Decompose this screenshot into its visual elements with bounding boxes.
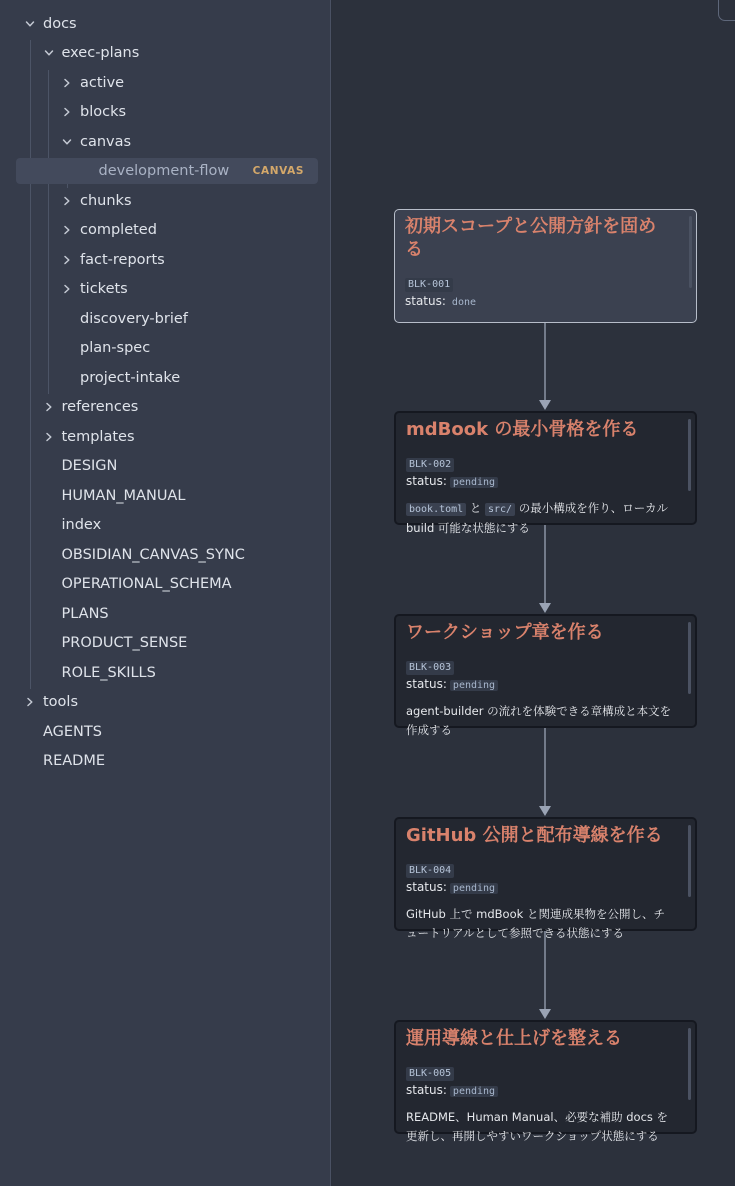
tree-file-item[interactable] [0,748,331,774]
file-explorer-sidebar [0,0,331,1186]
tree-item-label: OBSIDIAN_CANVAS_SYNC [61,546,245,563]
tree-file-item[interactable] [0,571,331,597]
card-block-id: BLK-003 [406,661,454,675]
description-text: の最小構成を作り、ローカル build 可能な状態にする [406,501,669,535]
card-title: ワークショップ章を作る [406,622,604,643]
tree-item-label: canvas [80,133,132,150]
chevron-right-icon[interactable] [61,276,73,302]
chevron-down-icon[interactable] [43,40,55,66]
tree-file-item[interactable] [16,158,318,184]
card-status-line [406,473,498,491]
description-text: agent-builder の流れを体験できる章構成と本文を作成する [406,704,672,737]
description-text: README、Human Manual、必要な補助 docs を更新し、再開しやすいワークショップ状態にする [406,1110,669,1143]
chevron-right-icon[interactable] [61,99,73,125]
status-label: status: [406,474,447,488]
tree-file-item[interactable] [0,601,331,627]
tree-item-label: templates [61,428,135,445]
canvas-card[interactable] [394,817,697,940]
card-description [406,702,673,740]
tree-file-item[interactable] [0,365,331,391]
tree-folder-item[interactable] [0,129,331,155]
card-block-id: BLK-001 [405,278,453,292]
tree-file-item[interactable] [0,512,331,538]
canvas-edges [332,0,733,1186]
card-scrollbar[interactable] [688,622,691,694]
tree-folder-item[interactable] [0,689,331,715]
status-label: status: [405,294,446,308]
tree-item-label: project-intake [80,369,181,386]
tree-folder-item[interactable] [0,11,331,37]
tree-item-label: plan-spec [80,340,151,356]
tree-item-label: tools [43,694,79,710]
tree-item-label: docs [43,15,77,32]
tree-folder-item[interactable] [0,99,331,125]
tree-item-label: completed [80,222,157,238]
tree-folder-item[interactable] [0,394,331,420]
edge-arrowhead [539,603,551,613]
edge-arrowhead [539,806,551,816]
tree-item-label: tickets [80,281,128,297]
tree-item-label: DESIGN [61,458,118,474]
tree-item-label: ROLE_SKILLS [61,664,156,681]
tree-item-label: AGENTS [43,723,102,740]
file-type-badge: CANVAS [252,165,304,177]
card-title: 運用導線と仕上げを整える [406,1028,622,1049]
card-block-id: BLK-004 [406,864,454,878]
card-status-line [405,293,479,311]
card-scrollbar[interactable] [688,825,691,897]
status-badge: pending [450,1086,498,1097]
card-status-line [406,879,498,897]
card-scrollbar[interactable] [688,419,691,491]
tree-folder-item[interactable] [0,217,331,243]
description-text: と [466,501,485,515]
chevron-right-icon[interactable] [43,424,55,450]
tree-file-item[interactable] [0,660,331,686]
tree-item-label: PRODUCT_SENSE [61,635,188,651]
card-title: GitHub 公開と配布導線を作る [406,825,663,846]
card-description [406,1108,673,1146]
tree-folder-item[interactable] [0,424,331,450]
edge-arrowhead [539,400,551,410]
status-badge: done [451,297,477,308]
card-description [406,905,673,943]
status-badge: pending [450,680,498,691]
canvas-card[interactable] [394,1020,697,1143]
status-badge: pending [450,883,498,894]
tree-item-label: discovery-brief [80,310,188,327]
status-label: status: [406,677,447,691]
tree-item-label: exec-plans [61,45,140,61]
tree-item-label: references [61,399,139,415]
tree-item-label: development-flow [98,163,230,179]
tree-file-item[interactable] [0,542,331,568]
canvas-card[interactable] [394,614,697,737]
chevron-right-icon[interactable] [43,394,55,420]
chevron-right-icon[interactable] [61,217,73,243]
card-scrollbar[interactable] [688,1028,691,1100]
chevron-right-icon[interactable] [61,70,73,96]
tree-item-label: HUMAN_MANUAL [61,487,186,504]
chevron-right-icon[interactable] [61,188,73,214]
tree-folder-item[interactable] [0,188,331,214]
status-label: status: [406,1083,447,1097]
tree-folder-item[interactable] [0,70,331,96]
canvas-view[interactable] [332,0,733,1186]
tree-folder-item[interactable] [0,40,331,66]
tree-file-item[interactable] [0,630,331,656]
tree-folder-item[interactable] [0,247,331,273]
chevron-right-icon[interactable] [24,689,36,715]
canvas-card[interactable] [394,209,697,323]
inline-code: src/ [485,503,515,516]
edge-arrowhead [539,1009,551,1019]
tree-file-item[interactable] [0,719,331,745]
inline-code: book.toml [406,503,466,516]
card-block-id: BLK-002 [406,458,454,472]
chevron-down-icon[interactable] [24,11,36,37]
tree-item-label: OPERATIONAL_SCHEMA [61,576,232,592]
card-status-line [406,676,498,694]
description-text: GitHub 上で mdBook と関連成果物を公開し、チュートリアルとして参照できる状態にする [406,907,665,940]
tree-item-label: PLANS [61,605,109,622]
card-description [406,499,673,538]
card-scrollbar[interactable] [689,216,692,288]
tree-file-item[interactable] [0,306,331,332]
tree-folder-item[interactable] [0,276,331,302]
tree-item-label: blocks [80,104,127,120]
tree-file-item[interactable] [0,335,331,361]
tree-item-label: fact-reports [80,251,165,268]
card-block-id: BLK-005 [406,1067,454,1081]
tree-item-label: active [80,74,125,91]
card-title: 初期スコープと公開方針を固める [405,216,657,260]
canvas-card[interactable] [394,411,697,535]
card-status-line [406,1082,498,1100]
status-badge: pending [450,477,498,488]
tree-file-item[interactable] [0,483,331,509]
tree-item-label: index [61,517,102,533]
card-title: mdBook の最小骨格を作る [406,419,639,440]
chevron-right-icon[interactable] [61,247,73,273]
tree-item-label: README [43,753,105,769]
tree-item-label: chunks [80,192,132,209]
chevron-down-icon[interactable] [61,129,73,155]
status-label: status: [406,880,447,894]
tree-file-item[interactable] [0,453,331,479]
